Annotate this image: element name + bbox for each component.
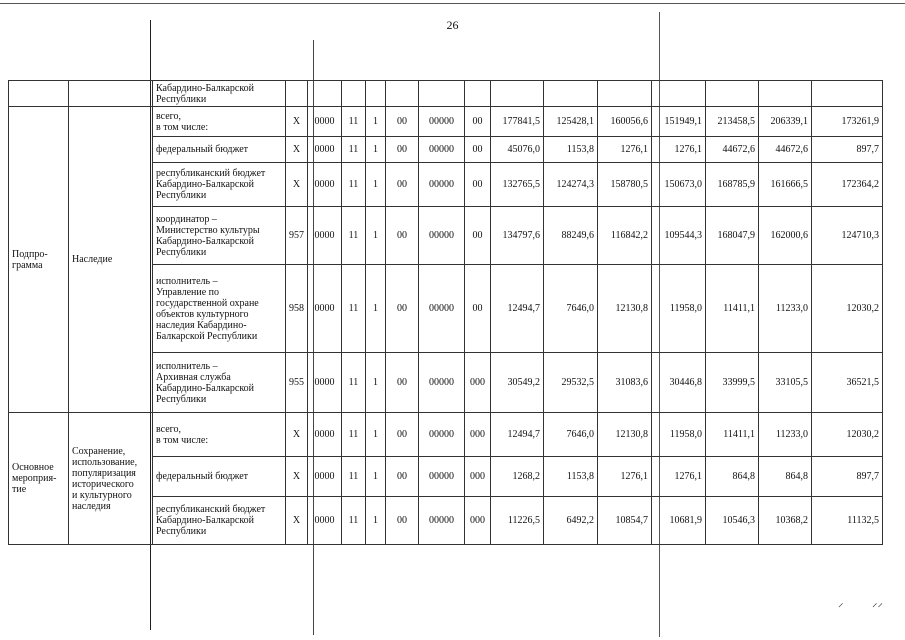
page-number: 26 — [446, 18, 459, 32]
budget-code-om-cell: 00000 — [419, 353, 465, 413]
empty-cell — [9, 81, 69, 107]
budget-code-pgp-cell: 00 — [386, 207, 419, 265]
amount-cell: 1268,2 — [491, 457, 544, 497]
amount-cell: 11233,0 — [759, 265, 812, 353]
empty-cell — [386, 81, 419, 107]
budget-code-rz-cell: 0000 — [308, 163, 342, 207]
amount-cell: 12130,8 — [598, 265, 652, 353]
budget-code-pr-cell: 11 — [342, 207, 366, 265]
empty-cell — [69, 81, 153, 107]
budget-code-gp-cell: 1 — [366, 107, 386, 137]
amount-cell: 11958,0 — [652, 413, 706, 457]
budget-table — [8, 80, 883, 545]
amount-cell: 11958,0 — [652, 265, 706, 353]
budget-code-gp-cell: 1 — [366, 353, 386, 413]
budget-code-vr-cell: 000 — [465, 497, 491, 545]
budget-code-rz-cell: 0000 — [308, 137, 342, 163]
amount-cell: 168785,9 — [706, 163, 759, 207]
amount-cell: 897,7 — [812, 457, 883, 497]
amount-cell: 10854,7 — [598, 497, 652, 545]
amount-cell: 897,7 — [812, 137, 883, 163]
budget-code-vr-cell: 000 — [465, 457, 491, 497]
budget-code-pr-cell: 11 — [342, 163, 366, 207]
budget-code-gp-cell: 1 — [366, 457, 386, 497]
amount-cell: 213458,5 — [706, 107, 759, 137]
amount-cell: 44672,6 — [706, 137, 759, 163]
budget-code-vr-cell: 00 — [465, 265, 491, 353]
amount-cell: 150673,0 — [652, 163, 706, 207]
amount-cell: 1153,8 — [544, 137, 598, 163]
budget-code-rz-cell: 0000 — [308, 107, 342, 137]
amount-cell: 45076,0 — [491, 137, 544, 163]
program-category-cell: Подпро- грамма — [9, 107, 69, 413]
amount-cell: 11233,0 — [759, 413, 812, 457]
budget-code-vr-cell: 00 — [465, 107, 491, 137]
empty-cell — [419, 81, 465, 107]
amount-cell: 1153,8 — [544, 457, 598, 497]
amount-cell: 33105,5 — [759, 353, 812, 413]
budget-code-gp-cell: 1 — [366, 265, 386, 353]
empty-cell — [286, 81, 308, 107]
budget-code-pgp-cell: 00 — [386, 265, 419, 353]
amount-cell: 12494,7 — [491, 413, 544, 457]
budget-code-rz-cell: 0000 — [308, 207, 342, 265]
header-continuation-text: Кабардино-Балкарской Республики — [153, 81, 286, 107]
amount-cell: 1276,1 — [598, 137, 652, 163]
budget-code-gp-cell: 1 — [366, 163, 386, 207]
amount-cell: 88249,6 — [544, 207, 598, 265]
budget-code-pgp-cell: 00 — [386, 107, 419, 137]
budget-code-om-cell: 00000 — [419, 413, 465, 457]
amount-cell: 11132,5 — [812, 497, 883, 545]
amount-cell: 11411,1 — [706, 413, 759, 457]
budget-code-grbs-cell: X — [286, 163, 308, 207]
amount-cell: 168047,9 — [706, 207, 759, 265]
budget-code-vr-cell: 00 — [465, 163, 491, 207]
amount-cell: 162000,6 — [759, 207, 812, 265]
budget-code-vr-cell: 00 — [465, 207, 491, 265]
empty-cell — [491, 81, 544, 107]
budget-code-pgp-cell: 00 — [386, 137, 419, 163]
budget-code-vr-cell: 00 — [465, 137, 491, 163]
amount-cell: 36521,5 — [812, 353, 883, 413]
funding-source-cell: федеральный бюджет — [153, 137, 286, 163]
amount-cell: 124710,3 — [812, 207, 883, 265]
amount-cell: 125428,1 — [544, 107, 598, 137]
empty-cell — [812, 81, 883, 107]
amount-cell: 30446,8 — [652, 353, 706, 413]
amount-cell: 10681,9 — [652, 497, 706, 545]
amount-cell: 7646,0 — [544, 265, 598, 353]
budget-code-pgp-cell: 00 — [386, 497, 419, 545]
amount-cell: 44672,6 — [759, 137, 812, 163]
amount-cell: 1276,1 — [652, 457, 706, 497]
amount-cell: 10546,3 — [706, 497, 759, 545]
budget-code-rz-cell: 0000 — [308, 497, 342, 545]
empty-cell — [544, 81, 598, 107]
budget-code-om-cell: 00000 — [419, 265, 465, 353]
budget-code-pr-cell: 11 — [342, 137, 366, 163]
amount-cell: 12130,8 — [598, 413, 652, 457]
budget-code-pgp-cell: 00 — [386, 457, 419, 497]
budget-code-rz-cell: 0000 — [308, 353, 342, 413]
budget-code-grbs-cell: 957 — [286, 207, 308, 265]
amount-cell: 12030,2 — [812, 413, 883, 457]
amount-cell: 124274,3 — [544, 163, 598, 207]
budget-code-gp-cell: 1 — [366, 207, 386, 265]
corner-mark-2: ⸍⸍ — [872, 602, 883, 614]
empty-cell — [652, 81, 706, 107]
budget-code-pr-cell: 11 — [342, 107, 366, 137]
budget-code-rz-cell: 0000 — [308, 457, 342, 497]
funding-source-cell: координатор – Министерство культуры Кабардино-Балкарской Республики — [153, 207, 286, 265]
program-category-cell: Основное мероприя- тие — [9, 413, 69, 545]
amount-cell: 116842,2 — [598, 207, 652, 265]
amount-cell: 160056,6 — [598, 107, 652, 137]
amount-cell: 30549,2 — [491, 353, 544, 413]
empty-cell — [465, 81, 491, 107]
amount-cell: 12030,2 — [812, 265, 883, 353]
corner-mark: ⸍ — [838, 602, 844, 614]
amount-cell: 1276,1 — [652, 137, 706, 163]
program-name-cell: Сохранение, использование, популяризация исторического и культурного наследия — [69, 413, 153, 545]
budget-code-om-cell: 00000 — [419, 497, 465, 545]
budget-code-rz-cell: 0000 — [308, 265, 342, 353]
budget-code-pgp-cell: 00 — [386, 413, 419, 457]
empty-cell — [308, 81, 342, 107]
budget-code-gp-cell: 1 — [366, 497, 386, 545]
scan-artifact-top — [0, 3, 905, 4]
empty-cell — [759, 81, 812, 107]
amount-cell: 109544,3 — [652, 207, 706, 265]
budget-code-pr-cell: 11 — [342, 265, 366, 353]
amount-cell: 11411,1 — [706, 265, 759, 353]
table-header-continuation-row — [9, 81, 883, 107]
budget-code-grbs-cell: X — [286, 497, 308, 545]
funding-source-cell: всего, в том числе: — [153, 107, 286, 137]
amount-cell: 132765,5 — [491, 163, 544, 207]
amount-cell: 11226,5 — [491, 497, 544, 545]
budget-code-pr-cell: 11 — [342, 353, 366, 413]
amount-cell: 6492,2 — [544, 497, 598, 545]
funding-source-cell: федеральный бюджет — [153, 457, 286, 497]
budget-code-vr-cell: 000 — [465, 353, 491, 413]
budget-code-grbs-cell: X — [286, 137, 308, 163]
amount-cell: 134797,6 — [491, 207, 544, 265]
budget-code-pr-cell: 11 — [342, 497, 366, 545]
amount-cell: 151949,1 — [652, 107, 706, 137]
budget-code-gp-cell: 1 — [366, 413, 386, 457]
empty-cell — [706, 81, 759, 107]
table-row — [9, 413, 883, 457]
budget-code-om-cell: 00000 — [419, 137, 465, 163]
amount-cell: 1276,1 — [598, 457, 652, 497]
empty-cell — [342, 81, 366, 107]
amount-cell: 173261,9 — [812, 107, 883, 137]
amount-cell: 172364,2 — [812, 163, 883, 207]
empty-cell — [366, 81, 386, 107]
budget-code-gp-cell: 1 — [366, 137, 386, 163]
budget-code-om-cell: 00000 — [419, 107, 465, 137]
amount-cell: 12494,7 — [491, 265, 544, 353]
budget-code-grbs-cell: 958 — [286, 265, 308, 353]
funding-source-cell: всего, в том числе: — [153, 413, 286, 457]
budget-code-om-cell: 00000 — [419, 207, 465, 265]
amount-cell: 33999,5 — [706, 353, 759, 413]
program-name-cell: Наследие — [69, 107, 153, 413]
amount-cell: 7646,0 — [544, 413, 598, 457]
budget-code-om-cell: 00000 — [419, 457, 465, 497]
budget-code-grbs-cell: X — [286, 413, 308, 457]
table-row — [9, 107, 883, 137]
budget-code-grbs-cell: X — [286, 457, 308, 497]
budget-code-om-cell: 00000 — [419, 163, 465, 207]
amount-cell: 10368,2 — [759, 497, 812, 545]
amount-cell: 864,8 — [706, 457, 759, 497]
empty-cell — [598, 81, 652, 107]
funding-source-cell: республиканский бюджет Кабардино-Балкарской Республики — [153, 163, 286, 207]
budget-code-pr-cell: 11 — [342, 413, 366, 457]
funding-source-cell: исполнитель – Управление по государственной охране объектов культурного наследия Кабардино-Балкарской Республики — [153, 265, 286, 353]
amount-cell: 161666,5 — [759, 163, 812, 207]
budget-code-pgp-cell: 00 — [386, 163, 419, 207]
amount-cell: 206339,1 — [759, 107, 812, 137]
budget-code-pgp-cell: 00 — [386, 353, 419, 413]
budget-code-pr-cell: 11 — [342, 457, 366, 497]
funding-source-cell: республиканский бюджет Кабардино-Балкарской Республики — [153, 497, 286, 545]
amount-cell: 177841,5 — [491, 107, 544, 137]
funding-source-cell: исполнитель – Архивная служба Кабардино-Балкарской Республики — [153, 353, 286, 413]
amount-cell: 158780,5 — [598, 163, 652, 207]
amount-cell: 29532,5 — [544, 353, 598, 413]
budget-code-grbs-cell: X — [286, 107, 308, 137]
amount-cell: 864,8 — [759, 457, 812, 497]
budget-code-rz-cell: 0000 — [308, 413, 342, 457]
budget-code-grbs-cell: 955 — [286, 353, 308, 413]
amount-cell: 31083,6 — [598, 353, 652, 413]
budget-code-vr-cell: 000 — [465, 413, 491, 457]
